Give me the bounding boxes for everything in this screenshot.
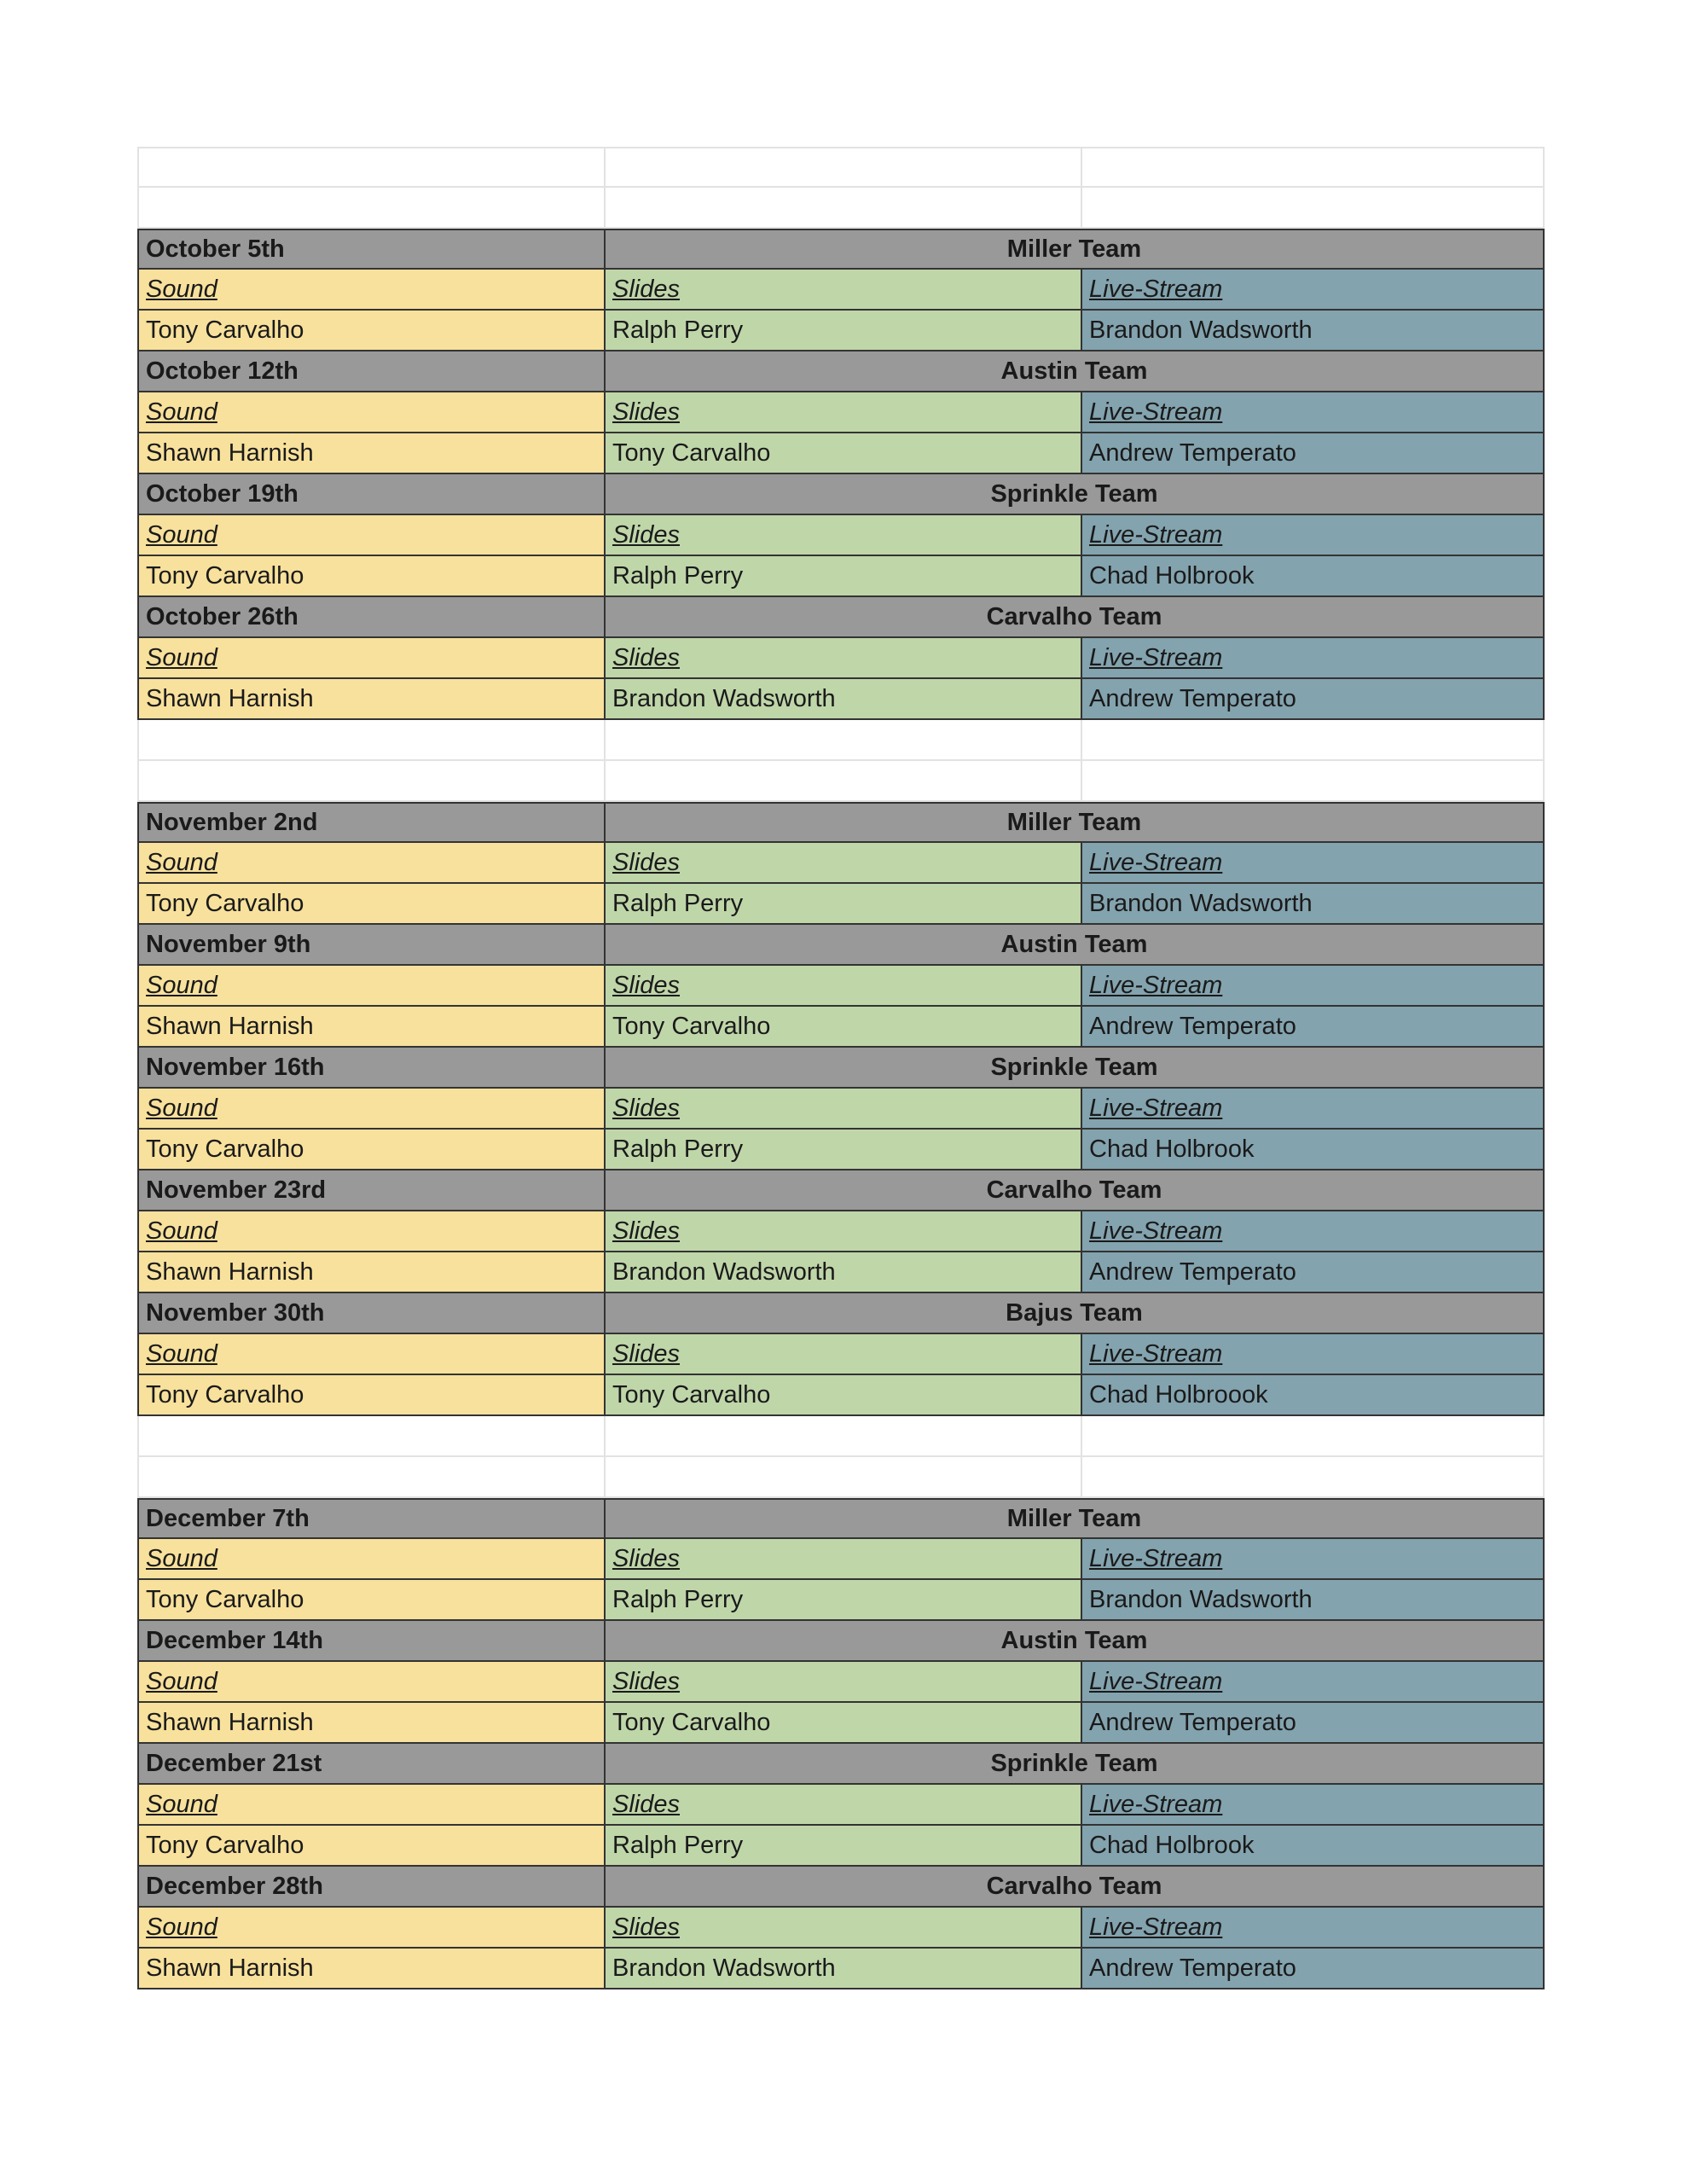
empty-cell[interactable] — [606, 1457, 1082, 1498]
role-row — [137, 1211, 1545, 1252]
live-stream-role-cell[interactable]: Live-Stream — [1082, 966, 1545, 1007]
team-cell[interactable]: Sprinkle Team — [606, 1744, 1545, 1785]
date-cell[interactable]: November 2nd — [137, 802, 606, 843]
date-cell[interactable]: December 28th — [137, 1867, 606, 1908]
role-row — [137, 392, 1545, 433]
date-cell[interactable]: October 5th — [137, 229, 606, 270]
week-header-row — [137, 1498, 1545, 1539]
live-stream-role-cell[interactable]: Live-Stream — [1082, 1785, 1545, 1826]
empty-row — [137, 1416, 1545, 1457]
slides-role-cell[interactable]: Slides — [606, 1539, 1082, 1580]
empty-row — [137, 720, 1545, 761]
sound-person-cell[interactable]: Shawn Harnish — [137, 1007, 606, 1048]
week-header-row — [137, 802, 1545, 843]
slides-person-cell[interactable]: Tony Carvalho — [606, 1007, 1082, 1048]
team-cell[interactable]: Sprinkle Team — [606, 474, 1545, 515]
live-stream-role-cell[interactable]: Live-Stream — [1082, 270, 1545, 311]
slides-person-cell[interactable]: Brandon Wadsworth — [606, 1949, 1082, 1989]
person-row — [137, 1826, 1545, 1867]
empty-cell[interactable] — [606, 188, 1082, 229]
sound-role-cell[interactable]: Sound — [137, 1539, 606, 1580]
role-row — [137, 843, 1545, 884]
week-header-row — [137, 1744, 1545, 1785]
sound-role-cell[interactable]: Sound — [137, 392, 606, 433]
empty-cell[interactable] — [137, 1416, 606, 1457]
person-row — [137, 1580, 1545, 1621]
role-row — [137, 1785, 1545, 1826]
sound-role-cell[interactable]: Sound — [137, 843, 606, 884]
person-row — [137, 1375, 1545, 1416]
week-header-row — [137, 1293, 1545, 1334]
empty-row — [137, 1457, 1545, 1498]
slides-role-cell[interactable]: Slides — [606, 638, 1082, 679]
live-stream-person-cell[interactable]: Chad Holbroook — [1082, 1375, 1545, 1416]
person-row — [137, 433, 1545, 474]
date-cell[interactable]: October 26th — [137, 597, 606, 638]
live-stream-role-cell[interactable]: Live-Stream — [1082, 392, 1545, 433]
sound-person-cell[interactable]: Tony Carvalho — [137, 311, 606, 351]
team-cell[interactable]: Carvalho Team — [606, 1170, 1545, 1211]
live-stream-role-cell[interactable]: Live-Stream — [1082, 1089, 1545, 1130]
sound-role-cell[interactable]: Sound — [137, 1785, 606, 1826]
live-stream-role-cell[interactable]: Live-Stream — [1082, 1334, 1545, 1375]
slides-person-cell[interactable]: Ralph Perry — [606, 1580, 1082, 1621]
date-cell[interactable]: November 9th — [137, 925, 606, 966]
role-row — [137, 1539, 1545, 1580]
empty-cell[interactable] — [137, 720, 606, 761]
team-cell[interactable]: Carvalho Team — [606, 1867, 1545, 1908]
role-row — [137, 966, 1545, 1007]
person-row — [137, 884, 1545, 925]
role-row — [137, 515, 1545, 556]
date-cell[interactable]: November 23rd — [137, 1170, 606, 1211]
sound-role-cell[interactable]: Sound — [137, 1334, 606, 1375]
live-stream-role-cell[interactable]: Live-Stream — [1082, 1908, 1545, 1949]
week-header-row — [137, 474, 1545, 515]
team-cell[interactable]: Sprinkle Team — [606, 1048, 1545, 1089]
slides-person-cell[interactable]: Brandon Wadsworth — [606, 1252, 1082, 1293]
person-row — [137, 1252, 1545, 1293]
slides-person-cell[interactable]: Tony Carvalho — [606, 1375, 1082, 1416]
sound-role-cell[interactable]: Sound — [137, 270, 606, 311]
live-stream-person-cell[interactable]: Chad Holbrook — [1082, 1130, 1545, 1170]
slides-role-cell[interactable]: Slides — [606, 1089, 1082, 1130]
role-row — [137, 1089, 1545, 1130]
date-cell[interactable]: November 16th — [137, 1048, 606, 1089]
role-row — [137, 1908, 1545, 1949]
slides-role-cell[interactable]: Slides — [606, 1785, 1082, 1826]
team-cell[interactable]: Austin Team — [606, 925, 1545, 966]
empty-cell[interactable] — [137, 188, 606, 229]
week-header-row — [137, 1867, 1545, 1908]
date-cell[interactable]: December 7th — [137, 1498, 606, 1539]
sound-person-cell[interactable]: Shawn Harnish — [137, 1949, 606, 1989]
live-stream-person-cell[interactable]: Andrew Temperato — [1082, 1949, 1545, 1989]
person-row — [137, 556, 1545, 597]
role-row — [137, 1334, 1545, 1375]
empty-cell[interactable] — [1082, 1457, 1545, 1498]
week-header-row — [137, 1170, 1545, 1211]
slides-role-cell[interactable]: Slides — [606, 515, 1082, 556]
slides-person-cell[interactable]: Tony Carvalho — [606, 433, 1082, 474]
sound-person-cell[interactable]: Shawn Harnish — [137, 1252, 606, 1293]
empty-row — [137, 761, 1545, 802]
sound-person-cell[interactable]: Shawn Harnish — [137, 433, 606, 474]
slides-role-cell[interactable]: Slides — [606, 270, 1082, 311]
slides-role-cell[interactable]: Slides — [606, 966, 1082, 1007]
empty-cell[interactable] — [137, 147, 606, 188]
slides-person-cell[interactable]: Ralph Perry — [606, 884, 1082, 925]
slides-role-cell[interactable]: Slides — [606, 1908, 1082, 1949]
live-stream-person-cell[interactable]: Chad Holbrook — [1082, 556, 1545, 597]
role-row — [137, 638, 1545, 679]
live-stream-role-cell[interactable]: Live-Stream — [1082, 515, 1545, 556]
empty-cell[interactable] — [137, 1457, 606, 1498]
live-stream-role-cell[interactable]: Live-Stream — [1082, 843, 1545, 884]
date-cell[interactable]: December 14th — [137, 1621, 606, 1662]
live-stream-person-cell[interactable]: Brandon Wadsworth — [1082, 311, 1545, 351]
date-cell[interactable]: November 30th — [137, 1293, 606, 1334]
slides-role-cell[interactable]: Slides — [606, 1662, 1082, 1703]
slides-person-cell[interactable]: Ralph Perry — [606, 556, 1082, 597]
sound-person-cell[interactable]: Tony Carvalho — [137, 1826, 606, 1867]
team-cell[interactable]: Austin Team — [606, 351, 1545, 392]
sound-role-cell[interactable]: Sound — [137, 1662, 606, 1703]
team-cell[interactable]: Carvalho Team — [606, 597, 1545, 638]
sound-role-cell[interactable]: Sound — [137, 1089, 606, 1130]
live-stream-person-cell[interactable]: Andrew Temperato — [1082, 1703, 1545, 1744]
person-row — [137, 1007, 1545, 1048]
person-row — [137, 311, 1545, 351]
role-row — [137, 270, 1545, 311]
team-cell[interactable]: Bajus Team — [606, 1293, 1545, 1334]
sound-role-cell[interactable]: Sound — [137, 1908, 606, 1949]
empty-cell[interactable] — [1082, 761, 1545, 802]
empty-cell[interactable] — [606, 147, 1082, 188]
slides-role-cell[interactable]: Slides — [606, 843, 1082, 884]
live-stream-role-cell[interactable]: Live-Stream — [1082, 1662, 1545, 1703]
live-stream-role-cell[interactable]: Live-Stream — [1082, 1211, 1545, 1252]
live-stream-role-cell[interactable]: Live-Stream — [1082, 1539, 1545, 1580]
empty-row — [137, 188, 1545, 229]
week-header-row — [137, 597, 1545, 638]
date-cell[interactable]: October 12th — [137, 351, 606, 392]
sound-role-cell[interactable]: Sound — [137, 515, 606, 556]
slides-person-cell[interactable]: Ralph Perry — [606, 1826, 1082, 1867]
sound-person-cell[interactable]: Shawn Harnish — [137, 1703, 606, 1744]
slides-person-cell[interactable]: Ralph Perry — [606, 1130, 1082, 1170]
person-row — [137, 1703, 1545, 1744]
person-row — [137, 679, 1545, 720]
live-stream-person-cell[interactable]: Chad Holbrook — [1082, 1826, 1545, 1867]
sound-role-cell[interactable]: Sound — [137, 966, 606, 1007]
slides-role-cell[interactable]: Slides — [606, 392, 1082, 433]
live-stream-person-cell[interactable]: Andrew Temperato — [1082, 1007, 1545, 1048]
team-cell[interactable]: Miller Team — [606, 229, 1545, 270]
spreadsheet-grid — [137, 147, 1545, 1989]
sound-person-cell[interactable]: Tony Carvalho — [137, 884, 606, 925]
empty-cell[interactable] — [606, 720, 1082, 761]
team-cell[interactable]: Miller Team — [606, 802, 1545, 843]
sound-person-cell[interactable]: Shawn Harnish — [137, 679, 606, 720]
person-row — [137, 1130, 1545, 1170]
week-header-row — [137, 925, 1545, 966]
sound-person-cell[interactable]: Tony Carvalho — [137, 1580, 606, 1621]
slides-person-cell[interactable]: Brandon Wadsworth — [606, 679, 1082, 720]
week-header-row — [137, 1621, 1545, 1662]
sound-person-cell[interactable]: Tony Carvalho — [137, 556, 606, 597]
week-header-row — [137, 351, 1545, 392]
empty-cell[interactable] — [1082, 188, 1545, 229]
sound-role-cell[interactable]: Sound — [137, 638, 606, 679]
empty-cell[interactable] — [137, 761, 606, 802]
live-stream-person-cell[interactable]: Andrew Temperato — [1082, 679, 1545, 720]
slides-person-cell[interactable]: Ralph Perry — [606, 311, 1082, 351]
live-stream-person-cell[interactable]: Andrew Temperato — [1082, 1252, 1545, 1293]
slides-role-cell[interactable]: Slides — [606, 1211, 1082, 1252]
slides-person-cell[interactable]: Tony Carvalho — [606, 1703, 1082, 1744]
date-cell[interactable]: December 21st — [137, 1744, 606, 1785]
live-stream-person-cell[interactable]: Andrew Temperato — [1082, 433, 1545, 474]
week-header-row — [137, 1048, 1545, 1089]
live-stream-person-cell[interactable]: Brandon Wadsworth — [1082, 1580, 1545, 1621]
empty-cell[interactable] — [606, 761, 1082, 802]
empty-cell[interactable] — [1082, 720, 1545, 761]
empty-cell[interactable] — [606, 1416, 1082, 1457]
live-stream-role-cell[interactable]: Live-Stream — [1082, 638, 1545, 679]
person-row — [137, 1949, 1545, 1989]
week-header-row — [137, 229, 1545, 270]
empty-row — [137, 147, 1545, 188]
empty-cell[interactable] — [1082, 1416, 1545, 1457]
date-cell[interactable]: October 19th — [137, 474, 606, 515]
team-cell[interactable]: Austin Team — [606, 1621, 1545, 1662]
team-cell[interactable]: Miller Team — [606, 1498, 1545, 1539]
role-row — [137, 1662, 1545, 1703]
slides-role-cell[interactable]: Slides — [606, 1334, 1082, 1375]
sound-role-cell[interactable]: Sound — [137, 1211, 606, 1252]
sound-person-cell[interactable]: Tony Carvalho — [137, 1130, 606, 1170]
sound-person-cell[interactable]: Tony Carvalho — [137, 1375, 606, 1416]
live-stream-person-cell[interactable]: Brandon Wadsworth — [1082, 884, 1545, 925]
empty-cell[interactable] — [1082, 147, 1545, 188]
